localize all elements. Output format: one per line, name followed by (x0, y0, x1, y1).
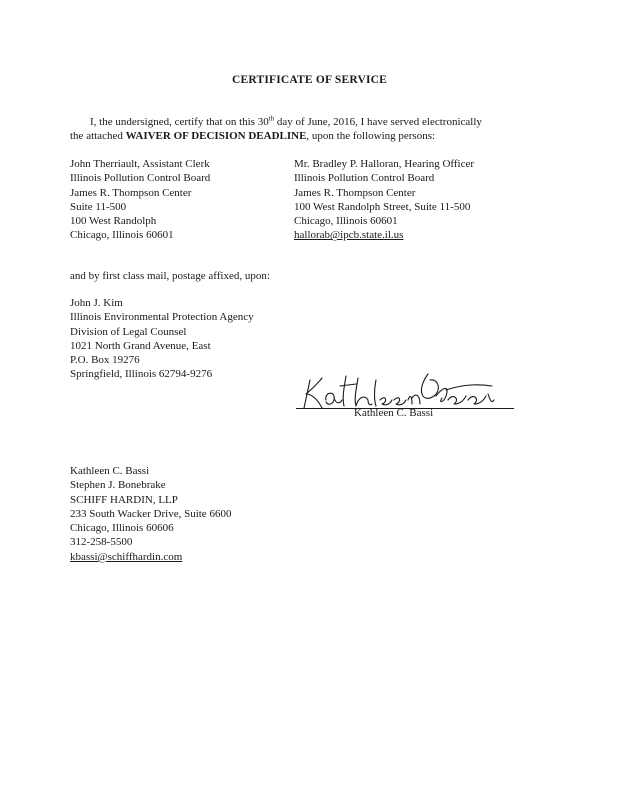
certification-text-a: I, the undersigned, certify that on this 30 (90, 116, 269, 128)
certification-text-c: the attached (70, 130, 126, 142)
address-line: Chicago, Illinois 60601 (294, 215, 398, 228)
signatory-name: Kathleen C. Bassi (354, 407, 434, 419)
service-recipient-clerk (70, 157, 210, 243)
certification-paragraph-line1 (90, 116, 482, 128)
service-recipient-hearing-officer (294, 157, 474, 243)
address-line: Illinois Environmental Protection Agency (70, 311, 254, 324)
document-title: CERTIFICATE OF SERVICE (231, 74, 388, 86)
address-line: Division of Legal Counsel (70, 325, 187, 338)
address-line: 1021 North Grand Avenue, East (70, 339, 211, 352)
address-line: 100 West Randolph Street, Suite 11-500 (294, 200, 471, 213)
email-link[interactable]: kbassi@schiffhardin.com (70, 550, 183, 563)
mail-recipient (70, 296, 254, 382)
address-line: Kathleen C. Bassi (70, 465, 150, 477)
address-line: Chicago, Illinois 60601 (70, 229, 174, 242)
certification-paragraph-line2 (70, 130, 435, 142)
address-line: SCHIFF HARDIN, LLP (70, 493, 178, 506)
address-line: John J. Kim (70, 297, 123, 309)
email-link[interactable]: hallorab@ipcb.state.il.us (294, 229, 404, 242)
address-line: 312-258-5500 (70, 536, 133, 549)
certification-text-b: day of June, 2016, I have served electronically (274, 116, 482, 128)
address-line: Illinois Pollution Control Board (294, 172, 435, 185)
ordinal-suffix: th (268, 114, 275, 123)
address-line: 100 West Randolph (70, 215, 157, 228)
address-line: Springfield, Illinois 62794-9276 (70, 368, 213, 381)
certification-text-d: , upon the following persons: (306, 130, 436, 142)
address-line: 233 South Wacker Drive, Suite 6600 (70, 507, 232, 520)
counsel-block (70, 464, 231, 564)
address-line: P.O. Box 19276 (70, 354, 140, 367)
address-line: Mr. Bradley P. Halloran, Hearing Officer (294, 158, 475, 170)
address-line: Stephen J. Bonebrake (70, 479, 166, 492)
address-line: Suite 11-500 (70, 200, 127, 213)
address-line: John Therriault, Assistant Clerk (70, 158, 210, 170)
document-name: WAIVER OF DECISION DEADLINE (125, 130, 307, 142)
address-line: Chicago, Illinois 60606 (70, 522, 174, 535)
handwritten-signature (296, 370, 496, 412)
address-line: James R. Thompson Center (294, 186, 416, 199)
address-line: James R. Thompson Center (70, 186, 192, 199)
mail-service-line: and by first class mail, postage affixed, upon: (70, 270, 270, 282)
address-line: Illinois Pollution Control Board (70, 172, 211, 185)
